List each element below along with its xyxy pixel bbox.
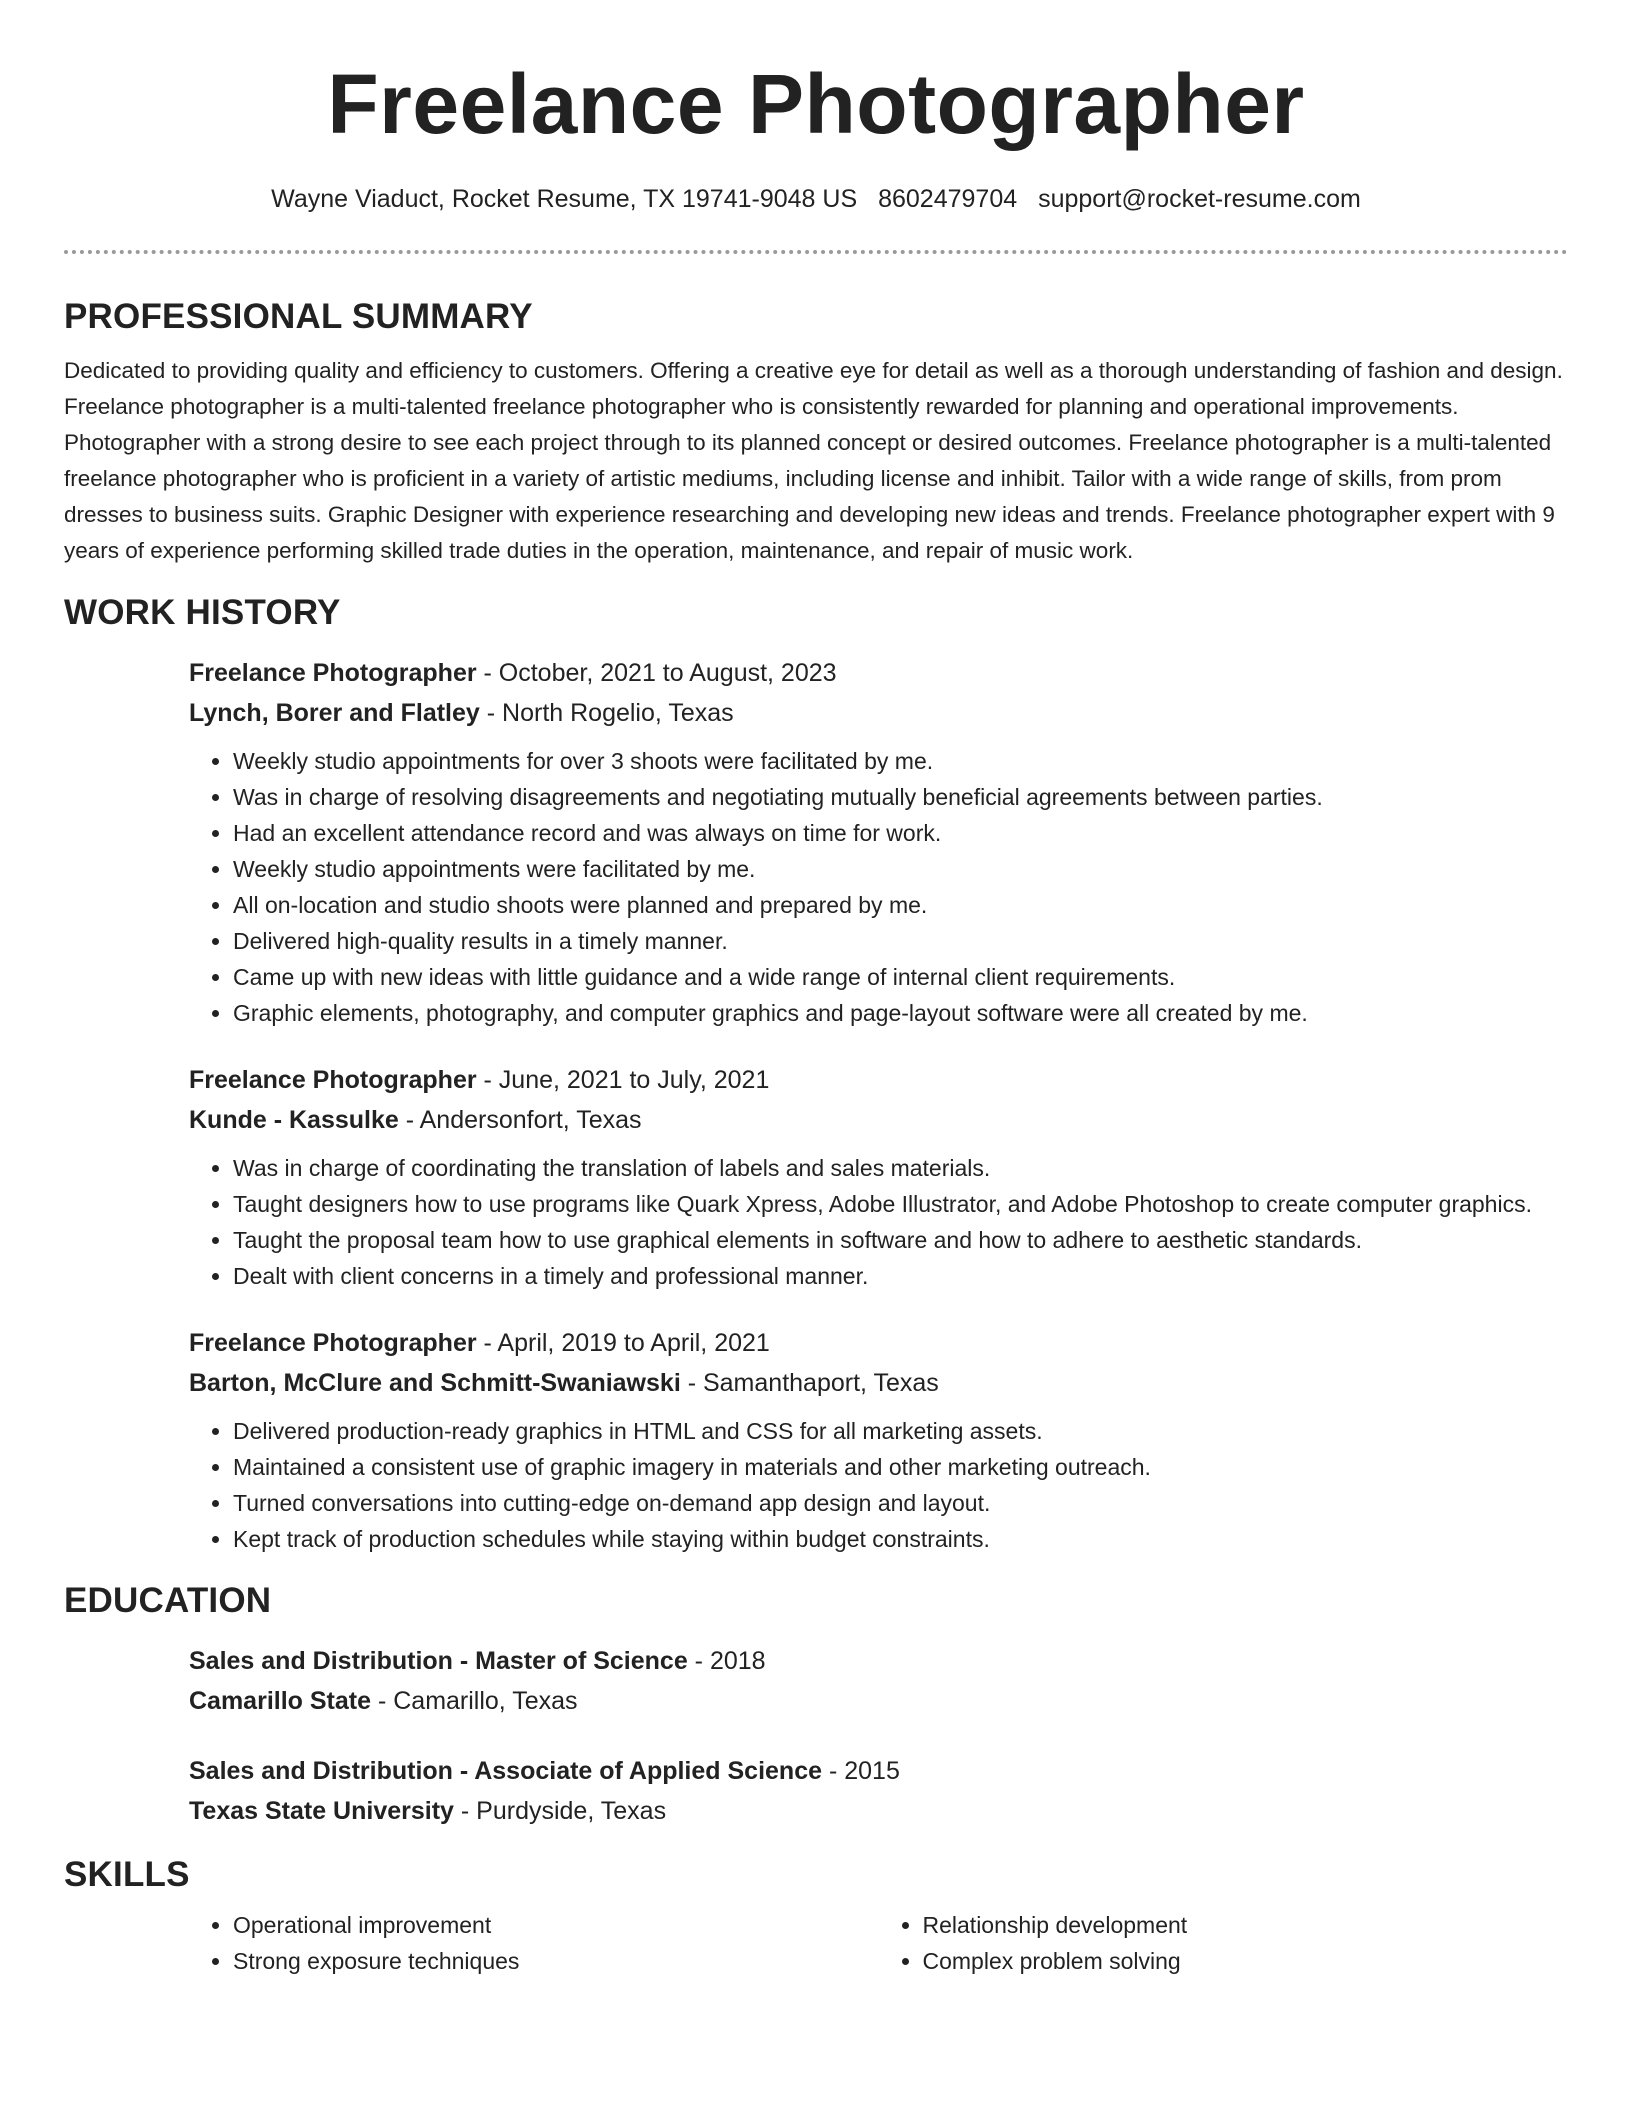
school-location: - Purdyside, Texas <box>453 1797 667 1825</box>
job-bullet: • Was in charge of resolving disagreements and negotiating mutually beneficial agreements between parties. <box>233 779 1568 815</box>
education-entry <box>189 1751 1568 1831</box>
job-bullet: • Delivered high-quality results in a timely manner. <box>233 923 1568 959</box>
school: Camarillo State <box>189 1687 372 1715</box>
job-entry <box>189 1323 1568 1557</box>
job-bullet: • Taught designers how to use programs like Quark Xpress, Adobe Illustrator, and Adobe Photoshop to create computer graphics. <box>233 1186 1568 1222</box>
job-title-line <box>189 1060 1568 1100</box>
job-title: Freelance Photographer <box>189 1329 477 1357</box>
job-entry <box>189 1060 1568 1294</box>
job-title-line <box>189 1323 1568 1363</box>
school: Texas State University <box>189 1797 454 1825</box>
skills-columns <box>189 1907 1568 1979</box>
contact-email[interactable]: support@rocket-resume.com <box>1038 185 1361 213</box>
work-history-heading: WORK HISTORY <box>64 593 341 632</box>
contact-line <box>64 182 1568 216</box>
job-bullet: • All on-location and studio shoots were planned and prepared by me. <box>233 887 1568 923</box>
degree-year: - 2015 <box>822 1757 900 1785</box>
job-entry <box>189 653 1568 1031</box>
job-bullet: • Came up with new ideas with little guidance and a wide range of internal client requirements. <box>233 959 1568 995</box>
degree-line <box>189 1641 1568 1681</box>
job-company-line <box>189 1363 1568 1403</box>
resume-title: Freelance Photographer <box>327 57 1305 151</box>
job-bullet: • Weekly studio appointments for over 3 shoots were facilitated by me. <box>233 743 1568 779</box>
skill-item: • Relationship development <box>923 1907 1569 1943</box>
job-location: - Samanthaport, Texas <box>680 1369 939 1397</box>
contact-phone: 8602479704 <box>878 185 1018 213</box>
job-dates: - October, 2021 to August, 2023 <box>476 659 837 687</box>
job-bullet: • Was in charge of coordinating the translation of labels and sales materials. <box>233 1150 1568 1186</box>
skills-heading: SKILLS <box>64 1855 190 1894</box>
job-bullet: • Dealt with client concerns in a timely and professional manner. <box>233 1258 1568 1294</box>
skills-right-list <box>879 1907 1569 1979</box>
job-bullet: • Weekly studio appointments were facilitated by me. <box>233 851 1568 887</box>
job-title: Freelance Photographer <box>189 1066 477 1094</box>
job-title: Freelance Photographer <box>189 659 477 687</box>
degree-line <box>189 1751 1568 1791</box>
job-dates: - April, 2019 to April, 2021 <box>476 1329 770 1357</box>
job-bullet: • Graphic elements, photography, and computer graphics and page-layout software were all created by me. <box>233 995 1568 1031</box>
education-heading: EDUCATION <box>64 1581 272 1620</box>
school-location: - Camarillo, Texas <box>371 1687 578 1715</box>
job-bullet: • Delivered production-ready graphics in HTML and CSS for all marketing assets. <box>233 1413 1568 1449</box>
degree: Sales and Distribution - Master of Science <box>189 1647 688 1675</box>
job-bullet: • Kept track of production schedules while staying within budget constraints. <box>233 1521 1568 1557</box>
job-dates: - June, 2021 to July, 2021 <box>476 1066 770 1094</box>
job-company: Barton, McClure and Schmitt-Swaniawski <box>189 1369 681 1397</box>
job-company-line <box>189 1100 1568 1140</box>
job-bullet: • Taught the proposal team how to use graphical elements in software and how to adhere to aesthetic standards. <box>233 1222 1568 1258</box>
job-location: - North Rogelio, Texas <box>479 699 734 727</box>
job-title-line <box>189 653 1568 693</box>
school-line <box>189 1681 1568 1721</box>
degree: Sales and Distribution - Associate of Applied Science <box>189 1757 823 1785</box>
education-entry <box>189 1641 1568 1721</box>
job-bullet: • Turned conversations into cutting-edge on-demand app design and layout. <box>233 1485 1568 1521</box>
job-company: Lynch, Borer and Flatley <box>189 699 480 727</box>
skill-item: • Complex problem solving <box>923 1943 1569 1979</box>
job-bullets <box>189 743 1568 1031</box>
header-divider <box>64 250 1568 254</box>
job-bullets <box>189 1413 1568 1557</box>
job-bullets <box>189 1150 1568 1294</box>
skills-left-list <box>189 1907 879 1979</box>
skill-item: • Operational improvement <box>233 1907 879 1943</box>
summary-heading: PROFESSIONAL SUMMARY <box>64 297 533 336</box>
summary-text: Dedicated to providing quality and efficiency to customers. Offering a creative eye for detail as well as a thorough understanding of fashion and design. Freelance photographer is a multi-talented freelance photographer who is consistently rewarded for planning and operational improvements. Photographer with a strong desire to see each project through to its planned concept or desired outcomes. Freelance photographer is a multi-talented freelance photographer who is proficient in a variety of artistic mediums, including license and inhibit. Tailor with a wide range of skills, from prom dresses to business suits. Graphic Designer with experience researching and developing new ideas and trends. Freelance photographer expert with 9 years of experience performing skilled trade duties in the operation, maintenance, and repair of music work. <box>64 358 1563 563</box>
job-bullet: • Had an excellent attendance record and was always on time for work. <box>233 815 1568 851</box>
job-location: - Andersonfort, Texas <box>398 1106 642 1134</box>
degree-year: - 2018 <box>687 1647 766 1675</box>
skill-item: • Strong exposure techniques <box>233 1943 879 1979</box>
job-company-line <box>189 693 1568 733</box>
school-line <box>189 1791 1568 1831</box>
job-company: Kunde - Kassulke <box>189 1106 399 1134</box>
contact-address: Wayne Viaduct, Rocket Resume, TX 19741-9048 US <box>271 185 858 213</box>
job-bullet: • Maintained a consistent use of graphic imagery in materials and other marketing outreach. <box>233 1449 1568 1485</box>
